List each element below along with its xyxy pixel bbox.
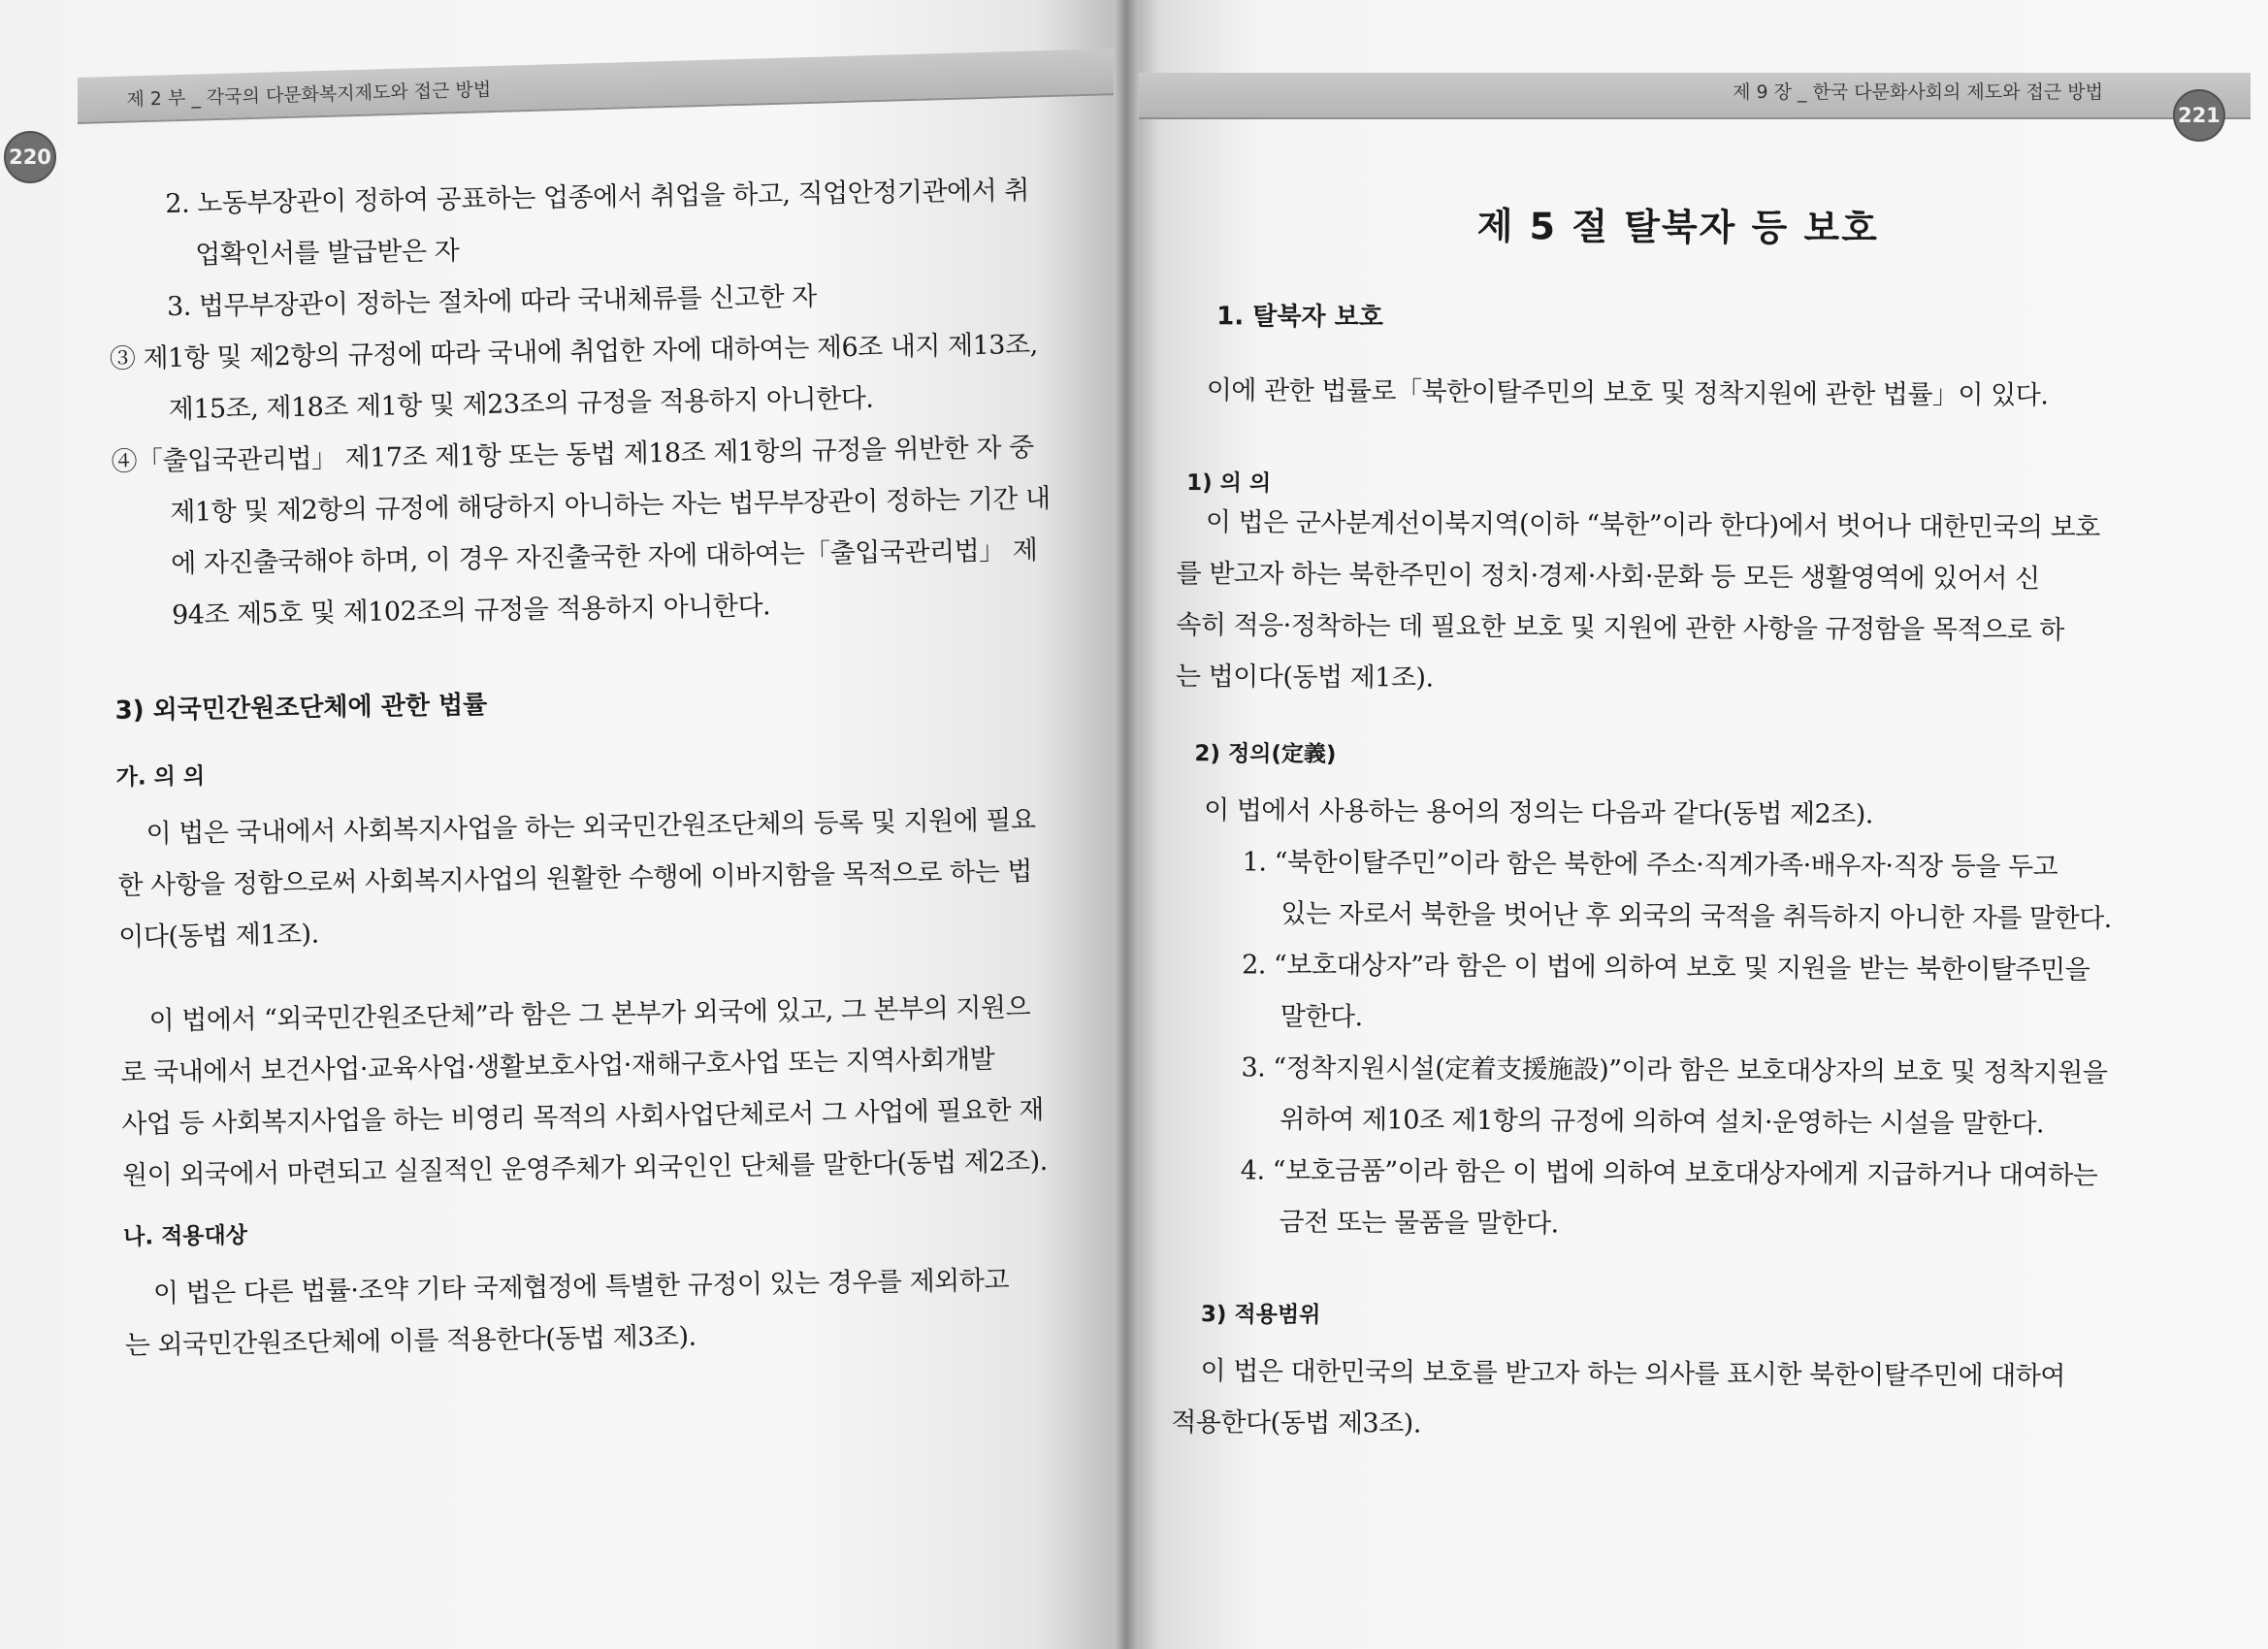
section-heading: 3) 외국민간원조단체에 관한 법률: [114, 690, 488, 726]
right-page: [1125, 0, 2268, 1649]
text-line: 이에 관한 법률로「북한이탈주민의 보호 및 정착지원에 관한 법률」이 있다.: [1206, 375, 2049, 411]
text-line: 적용한다(동법 제3조).: [1171, 1406, 1421, 1439]
definition-line: 위하여 제10조 제1항의 규정에 의하여 설치·운영하는 시설을 말한다.: [1280, 1104, 2045, 1140]
book-gutter: [1114, 0, 1139, 1649]
running-header: 제 2 부 _ 각국의 다문화복지제도와 접근 방법: [126, 79, 492, 111]
text-line: ④「출입국관리법」 제17조 제1항 또는 동법 제18조 제1항의 규정을 위반한 자 중: [111, 433, 1034, 477]
text-line: ③ 제1항 및 제2항의 규정에 따라 국내에 취업한 자에 대하여는 제6조 내지 제13조,: [109, 329, 1038, 374]
text-line: 제15조, 제18조 제1항 및 제23조의 규정을 적용하지 아니한다.: [168, 383, 874, 426]
definition-line: 1. “북한이탈주민”이라 함은 북한에 주소·직계가족·배우자·직장 등을 두고: [1242, 847, 2058, 883]
text-line: 원이 외국에서 마련되고 실질적인 운영주체가 외국인인 단체를 말한다(동법 제2조).: [121, 1146, 1048, 1191]
definition-line: 2. “보호대상자”라 함은 이 법에 의하여 보호 및 지원을 받는 북한이탈주민을: [1242, 950, 2090, 986]
text-line: 업확인서를 발급받은 자: [194, 236, 460, 271]
section-heading: 1. 탈북자 보호: [1216, 302, 1383, 333]
text-line: 2. 노동부장관이 정하여 공표하는 업종에서 취업을 하고, 직업안정기관에서 취: [165, 176, 1030, 220]
text-line: 이 법은 다른 법률·조약 기타 국제협정에 특별한 규정이 있는 경우를 제외하고: [152, 1265, 1010, 1310]
definition-line: 4. “보호금품”이라 함은 이 법에 의하여 보호대상자에게 지급하거나 대여하는: [1240, 1155, 2098, 1191]
definition-line: 말한다.: [1280, 1001, 1363, 1033]
text-line: 이 법은 국내에서 사회복지사업을 하는 외국민간원조단체의 등록 및 지원에 필요: [146, 805, 1036, 850]
text-line: 로 국내에서 보건사업·교육사업·생활보호사업·재해구호사업 또는 지역사회개발: [120, 1044, 995, 1088]
text-line: 속히 적응·정착하는 데 필요한 보호 및 지원에 관한 사항을 규정함을 목적으로 하: [1176, 609, 2064, 646]
text-line: 이다(동법 제1조).: [118, 919, 319, 953]
text-line: 한 사항을 정함으로써 사회복지사업의 원활한 수행에 이바지함을 목적으로 하는 법: [117, 857, 1033, 901]
text-line: 이 법에서 “외국민간원조단체”라 함은 그 본부가 외국에 있고, 그 본부의 지원으: [148, 992, 1031, 1037]
text-line: 3. 법무부장관이 정하는 절차에 따라 국내체류를 신고한 자: [166, 281, 817, 323]
left-page-body: [107, 165, 1056, 1372]
text-line: 는 외국민간원조단체에 이를 적용한다(동법 제3조).: [124, 1321, 697, 1361]
right-page-body: [1171, 194, 2178, 1454]
text-line: 이 법은 대한민국의 보호를 받고자 하는 의사를 표시한 북한이탈주민에 대하여: [1200, 1356, 2066, 1392]
text-line: 는 법이다(동법 제1조).: [1175, 661, 1434, 694]
subsection-heading: 가. 의 의: [115, 763, 206, 791]
text-line: 를 받고자 하는 북한주민이 정치·경제·사회·문화 등 모든 생활영역에 있어서 신: [1176, 558, 2040, 595]
left-page: [0, 0, 1125, 1649]
definition-line: 있는 자로서 북한을 벗어난 후 외국의 국적을 취득하지 아니한 자를 말한다.: [1280, 898, 2112, 934]
text-line: 이 법은 군사분계선이북지역(이하 “북한”이라 한다)에서 벗어나 대한민국의 보호: [1205, 507, 2100, 543]
page-number-badge: 220: [4, 131, 56, 183]
text-line: 에 자진출국해야 하며, 이 경우 자진출국한 자에 대하여는「출입국관리법」 제: [170, 534, 1038, 580]
subsection-heading: 2) 정의(定義): [1194, 741, 1337, 768]
page-number-badge: 221: [2173, 89, 2225, 142]
text-line: 이 법에서 사용하는 용어의 정의는 다음과 같다(동법 제2조).: [1204, 795, 1873, 830]
subsection-heading: 1) 의 의: [1186, 470, 1272, 497]
text-line: 제1항 및 제2항의 규정에 해당하지 아니하는 자는 법무부장관이 정하는 기간 내: [170, 483, 1051, 529]
text-line: 94조 제5호 및 제102조의 규정을 적용하지 아니한다.: [171, 591, 771, 631]
running-header: 제 9 장 _ 한국 다문화사회의 제도와 접근 방법: [1733, 81, 2103, 103]
definition-line: 금전 또는 물품을 말한다.: [1279, 1207, 1559, 1240]
text-line: 사업 등 사회복지사업을 하는 비영리 목적의 사회사업단체로서 그 사업에 필요한 재: [121, 1094, 1045, 1140]
subsection-heading: 나. 적용대상: [122, 1222, 248, 1250]
chapter-title: 제 5 절 탈북자 등 보호: [1476, 204, 1880, 250]
definition-line: 3. “정착지원시설(定着支援施設)”이라 함은 보호대상자의 보호 및 정착지원을: [1241, 1052, 2108, 1088]
subsection-heading: 3) 적용범위: [1200, 1302, 1321, 1328]
